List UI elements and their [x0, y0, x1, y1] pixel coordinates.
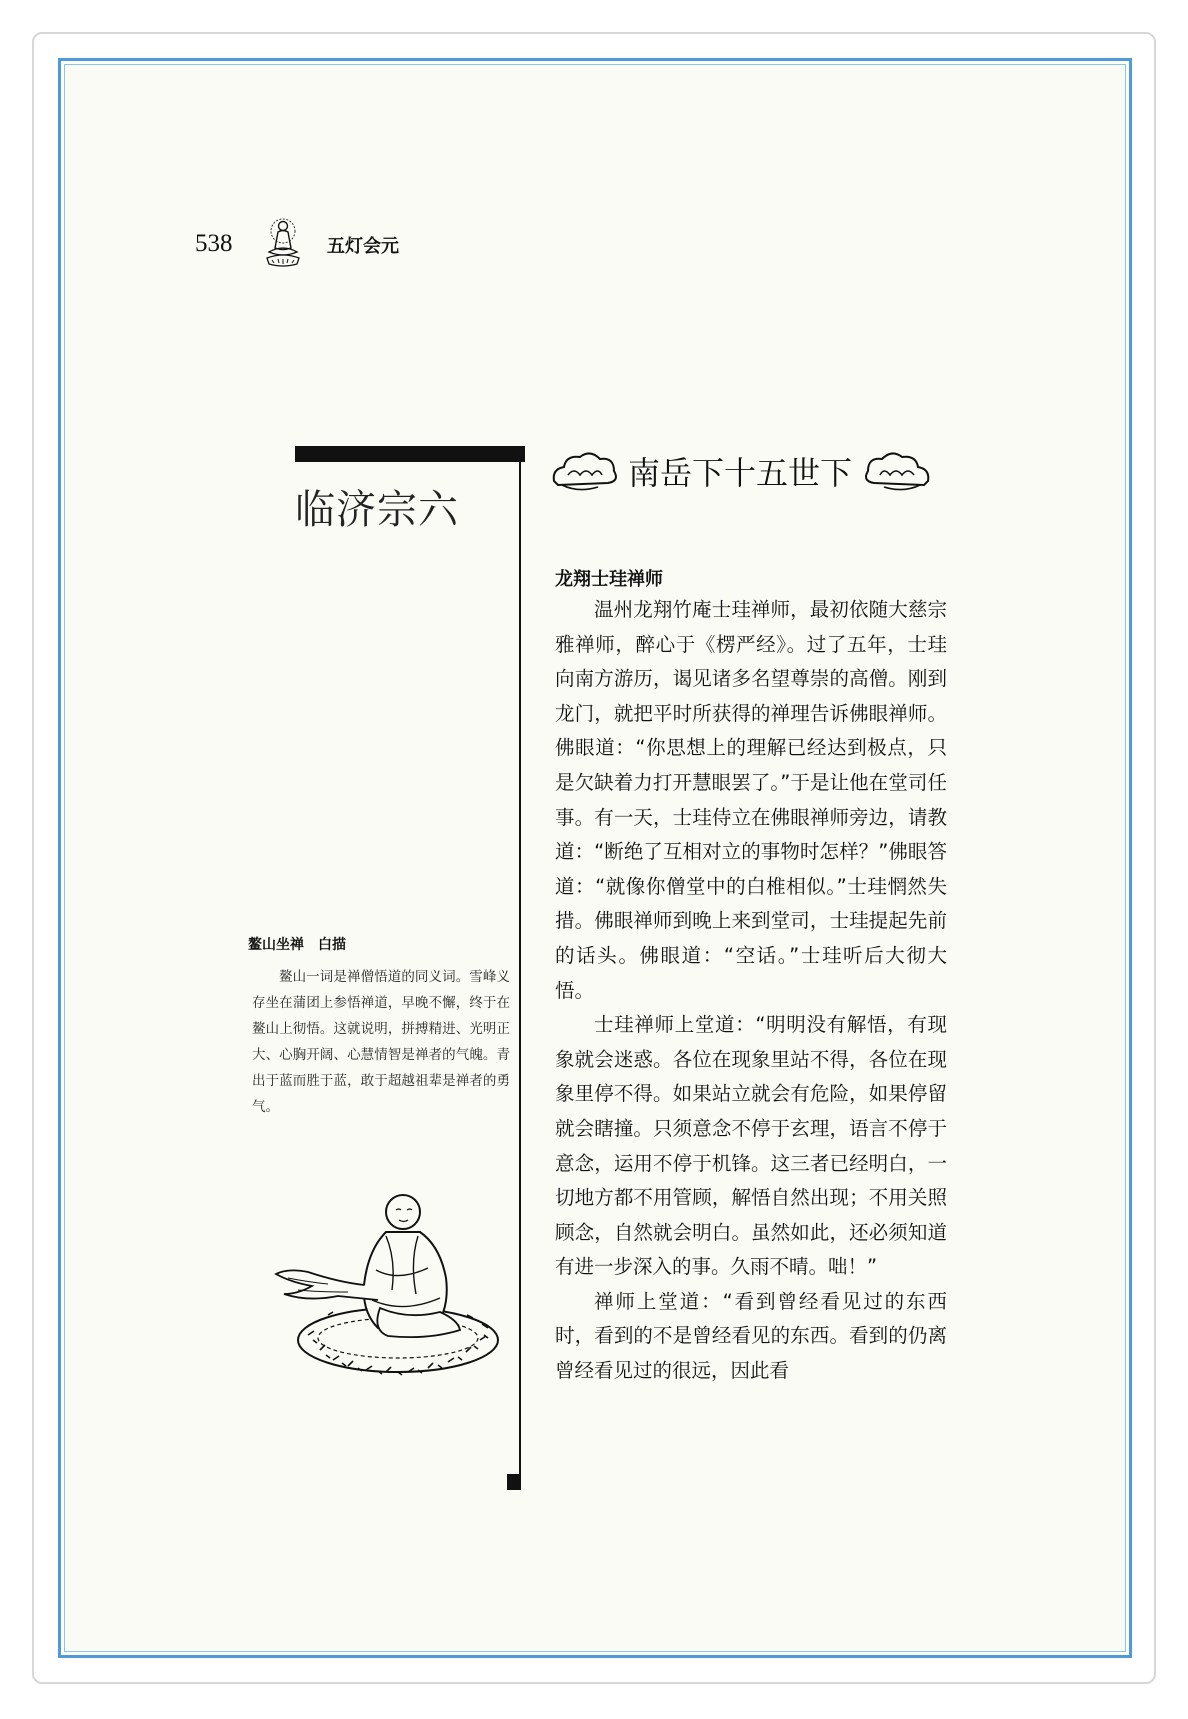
cloud-ornament-right-icon: [862, 447, 934, 493]
meditating-monk-illustration: [268, 1190, 508, 1380]
paragraph: 禅师上堂道：“看到曾经看见过的东西时，看到的不是曾经看见的东西。看到的仍离曾经看见过的很远，因此看: [555, 1289, 947, 1383]
book-title: 五灯会元: [327, 236, 399, 257]
paragraph: 士珪禅师上堂道：“明明没有解悟，有现象就会迷惑。各位在现象里站不得，各位在现象里停不得。如果站立就会有危险，如果停留就会瞎撞。只须意念不停于玄理，语言不停于意念，运用不停于机锋。这三者已经明白，一切地方都不用管顾，解悟自然出现；不用关照顾念，自然就会明白。虽然如此，还必须知道有进一步深入的事。久雨不晴。咄！”: [555, 1013, 947, 1279]
illustration-caption-title: 鳌山坐禅 白描: [248, 937, 346, 953]
article-title: 龙翔士珪禅师: [555, 569, 663, 590]
sidebar-top-bar: [295, 446, 525, 462]
article-body: [555, 593, 947, 1389]
sect-name: 临济宗六: [295, 487, 459, 533]
illustration-caption: 鳌山一词是禅僧悟道的同义词。雪峰义存坐在蒲团上参悟禅道，早晚不懈，终于在鳌山上彻悟。这就说明，拼搏精进、光明正大、心胸开阔、心慧情智是禅者的气魄。青出于蓝而胜于蓝，敢于超越祖辈是禅者的勇气。: [252, 969, 510, 1115]
sidebar-rule: [519, 446, 521, 1490]
cloud-ornament-left-icon: [548, 447, 620, 493]
paragraph: 温州龙翔竹庵士珪禅师，最初依随大慈宗雅禅师，醉心于《楞严经》。过了五年，士珪向南方游历，谒见诸多名望尊崇的高僧。刚到龙门，就把平时所获得的禅理告诉佛眼禅师。佛眼道：“你思想上的理解已经达到极点，只是欠缺着力打开慧眼罢了。”于是让他在堂司任事。有一天，士珪侍立在佛眼禅师旁边，请教道：“断绝了互相对立的事物时怎样？”佛眼答道：“就像你僧堂中的白椎相似。”士珪惘然失措。佛眼禅师到晚上来到堂司，士珪提起先前的话头。佛眼道：“空话。”士珪听后大彻大悟。: [555, 598, 947, 1002]
generation-heading: 南岳下十五世下: [628, 454, 853, 492]
buddha-icon: [260, 216, 306, 270]
sidebar-bottom-bar: [507, 1474, 521, 1490]
page-number: 538: [195, 230, 233, 257]
